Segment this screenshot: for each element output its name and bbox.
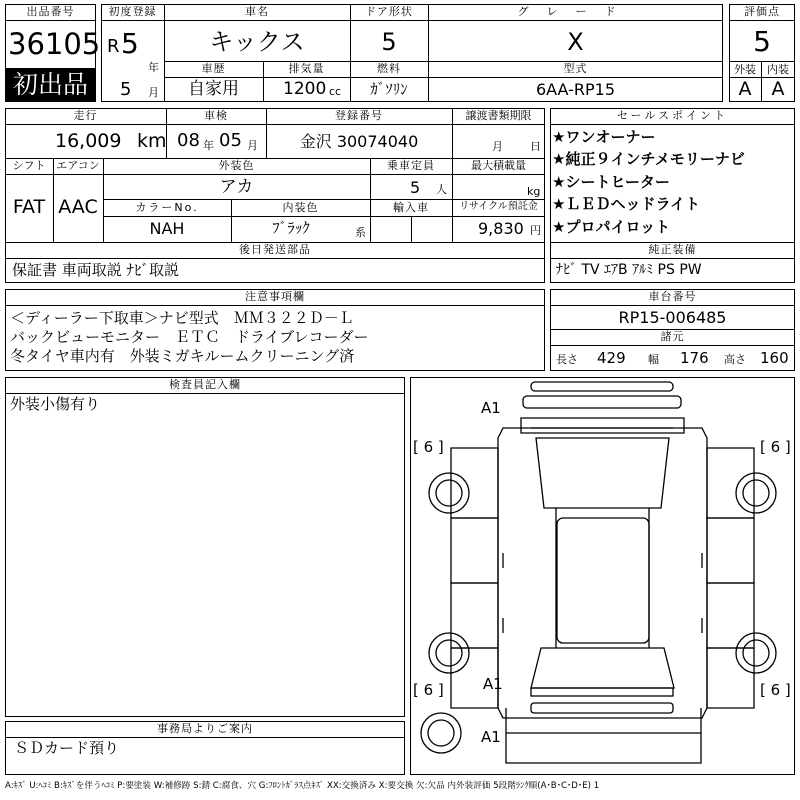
shift: FAT: [12, 196, 46, 218]
color-label: 外装色: [218, 159, 255, 172]
inspector-box: [5, 377, 405, 717]
equipment: ﾅﾋﾞ TV ｴｱB ｱﾙﾐ PS PW: [556, 262, 702, 278]
sales-points-label: セールスポイント: [616, 109, 728, 122]
legend: A:ｷｽﾞ U:ﾍｺﾐ B:ｷｽﾞを伴うﾍｺﾐ P:要塗装 W:補修跡 S:錆 C:腐食、穴 G:ﾌﾛﾝﾄｶﾞﾗｽ点ｷｽﾞ XX:交換済み X:要交換 欠:欠品 内外装評価 5段階ﾗﾝｸ順(A･B･C･D･E) 1: [5, 781, 600, 791]
chassis-number: RP15-006485: [618, 308, 727, 327]
equipment-label: 純正装備: [648, 243, 697, 256]
displacement: 1200: [283, 79, 327, 99]
lot-number-label: 出品番号: [26, 5, 75, 18]
notes-label: 注意事項欄: [245, 290, 305, 303]
mileage-unit: km: [137, 130, 167, 152]
sales-point-item: ★純正９インチメモリーナビ: [552, 150, 745, 168]
damage-mark: [ 6 ]: [760, 681, 791, 699]
transfer-day-unit: 日: [530, 140, 541, 153]
sales-point-item: ★ワンオーナー: [552, 128, 656, 146]
first-reg-label: 初度登録: [108, 5, 157, 18]
mileage-label: 走行: [73, 109, 98, 122]
shift-label: シフト: [12, 159, 46, 172]
length: 429: [597, 349, 626, 367]
inspector-label: 検査員記入欄: [169, 378, 241, 391]
first-listing-badge: 初出品: [6, 68, 95, 101]
width-label: 幅: [648, 353, 659, 366]
model-label: 型式: [563, 62, 588, 75]
car-name: キックス: [209, 28, 305, 56]
later-parts-label: 後日発送部品: [239, 243, 311, 256]
interior-color: ﾌﾞﾗｯｸ: [272, 219, 310, 237]
damage-mark: A1: [483, 675, 503, 693]
inspection-year-unit: 年: [203, 139, 214, 152]
transfer-month-unit: 月: [492, 140, 503, 153]
damage-mark: A1: [481, 728, 501, 746]
load-unit: kg: [527, 185, 541, 198]
era-label: R: [107, 36, 120, 57]
damage-mark: [ 6 ]: [413, 681, 444, 699]
lot-number: 36105: [8, 27, 101, 61]
inspection-year: 08: [177, 130, 200, 151]
fuel-label: 燃料: [377, 62, 401, 75]
inspection-label: 車検: [204, 109, 228, 122]
inspector-text: 外装小傷有り: [10, 395, 101, 413]
load-label: 最大積載量: [471, 159, 526, 172]
inspection-month-unit: 月: [247, 139, 258, 152]
score: 5: [753, 25, 771, 58]
displacement-label: 排気量: [288, 62, 325, 75]
year-unit: 年: [148, 61, 159, 74]
transfer-label: 譲渡書類期限: [465, 109, 532, 122]
interior-color-unit: 系: [355, 226, 366, 239]
notes-line: 冬タイヤ車内有 外装ミガキルームクリーニング済: [10, 347, 355, 365]
capacity-label: 乗車定員: [387, 159, 435, 172]
notes-line: ＜ディーラー下取車＞ナビ型式 ＭＭ３２２Ｄ－Ｌ: [10, 309, 354, 327]
car-outline: [411, 378, 794, 774]
capacity-unit: 人: [436, 183, 447, 196]
grade: X: [567, 28, 584, 56]
mileage: 16,009: [55, 130, 122, 152]
exterior-grade: A: [738, 78, 752, 100]
interior-label: 内装: [767, 63, 789, 76]
plate-label: 登録番号: [335, 109, 383, 122]
fuel: ｶﾞｿﾘﾝ: [370, 80, 408, 98]
interior-grade: A: [771, 78, 785, 100]
history: 自家用: [188, 79, 239, 99]
grade-label: グレード: [517, 5, 634, 18]
office-text: ＳＤカード預り: [14, 739, 120, 757]
later-parts: 保証書 車両取説 ﾅﾋﾞ取説: [12, 261, 180, 279]
recycle: 9,830: [478, 219, 524, 238]
ac-label: エアコン: [56, 159, 100, 172]
history-label: 車歴: [201, 62, 226, 75]
plate: 金沢 30074040: [299, 132, 419, 151]
damage-mark: [ 6 ]: [413, 438, 444, 456]
chassis-label: 車台番号: [648, 290, 697, 303]
color: アカ: [219, 177, 254, 197]
import-label: 輸入車: [393, 201, 429, 214]
length-label: 長さ: [556, 353, 578, 366]
notes-line: バックビューモニター ＥＴＣ ドライブレコーダー: [10, 328, 369, 346]
first-reg-month: 5: [120, 79, 132, 100]
doors: 5: [381, 28, 397, 56]
recycle-unit: 円: [530, 224, 541, 237]
first-reg-year: 5: [121, 27, 139, 60]
sales-point-item: ★プロパイロット: [552, 218, 671, 236]
recycle-label: リサイクル預託金: [459, 201, 538, 212]
month-unit: 月: [148, 86, 159, 99]
color-no-label: カラーNo.: [135, 201, 199, 214]
displacement-unit: cc: [329, 85, 342, 98]
sales-point-item: ★ＬＥＤヘッドライト: [552, 195, 700, 213]
height: 160: [760, 349, 789, 367]
capacity: 5: [410, 178, 421, 197]
color-no: NAH: [149, 219, 185, 238]
damage-mark: A1: [481, 399, 501, 417]
doors-label: ドア形状: [365, 5, 413, 18]
inspection-month: 05: [219, 130, 242, 151]
width: 176: [680, 349, 709, 367]
exterior-label: 外装: [734, 63, 756, 76]
ac: AAC: [58, 196, 98, 218]
interior-color-label: 内装色: [282, 201, 319, 214]
model: 6AA-RP15: [535, 80, 616, 99]
sales-point-item: ★シートヒーター: [552, 173, 670, 191]
height-label: 高さ: [724, 353, 746, 366]
damage-diagram: [410, 377, 795, 775]
damage-mark: [ 6 ]: [760, 438, 791, 456]
dims-label: 諸元: [660, 330, 685, 343]
office-label: 事務局よりご案内: [157, 722, 253, 735]
score-label: 評価点: [744, 5, 780, 18]
car-name-label: 車名: [245, 5, 269, 18]
